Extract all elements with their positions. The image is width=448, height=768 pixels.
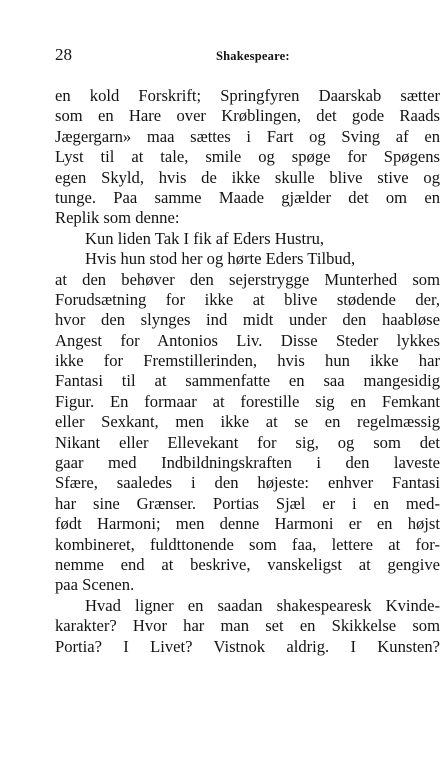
running-head: Shakespeare:: [216, 49, 290, 63]
text-line: gaar med Indbildningskraften i den laveste: [55, 453, 440, 473]
text-line: en kold Forskrift; Springfyren Daarskab sætter: [55, 86, 440, 105]
text-line: ikke for Fremstillerinden, hvis hun ikke har: [55, 351, 440, 371]
text-line: Fantasi til at sammenfatte en saa mangesidig: [55, 371, 440, 391]
text-line: har sine Grænser. Portias Sjæl er i en med-: [55, 493, 440, 513]
text-line: Sfære, saaledes i den højeste: enhver Fantasi: [55, 473, 440, 493]
text-line: paa Scenen.: [55, 575, 135, 595]
text-line: tunge. Paa samme Maade gjælder det om en: [55, 187, 440, 207]
text-line: hvor den slynges ind midt under den haabløse: [55, 310, 440, 330]
text-line: Forudsætning for ikke at blive stødende der,: [55, 289, 440, 309]
text-line: kombineret, fuldttonende som faa, lettere at for-: [55, 534, 440, 554]
text-line: karakter? Hvor har man set en Skikkelse som: [55, 616, 440, 636]
text-line: Jægergarn» maa sættes i Fart og Sving af en: [55, 126, 440, 146]
text-line: Replik som denne:: [55, 208, 180, 228]
text-line: Figur. En formaar at forestille sig en Femkant: [55, 391, 440, 411]
page-number: 28: [55, 45, 72, 64]
body-text: [55, 86, 440, 657]
text-line: egen Skyld, hvis de ikke skulle blive stive og: [55, 167, 440, 187]
text-line: som en Hare over Krøblingen, det gode Raads: [55, 106, 440, 126]
verse-line: Hvis hun stod her og hørte Eders Tilbud,: [85, 249, 356, 269]
text-line: Nikant eller Ellevekant for sig, og som det: [55, 432, 440, 452]
text-line: nemme end at beskrive, vanskeligst at gengive: [55, 554, 440, 574]
verse-line: Kun liden Tak I fik af Eders Hustru,: [85, 228, 325, 248]
text-line: eller Sexkant, men ikke at se en regelmæssig: [55, 412, 440, 432]
text-line: født Harmoni; men denne Harmoni er en højst: [55, 514, 440, 534]
text-line: Angest for Antonios Liv. Disse Steder lykkes: [55, 330, 440, 350]
text-line: Lyst til at tale, smile og spøge for Spøgens: [55, 147, 440, 167]
text-line: at den behøver den sejerstrygge Munterhed som: [55, 269, 440, 289]
text-line: Portia? I Livet? Vistnok aldrig. I Kunsten?: [55, 636, 440, 656]
text-line: Hvad ligner en saadan shakespearesk Kvinde-: [85, 595, 440, 615]
